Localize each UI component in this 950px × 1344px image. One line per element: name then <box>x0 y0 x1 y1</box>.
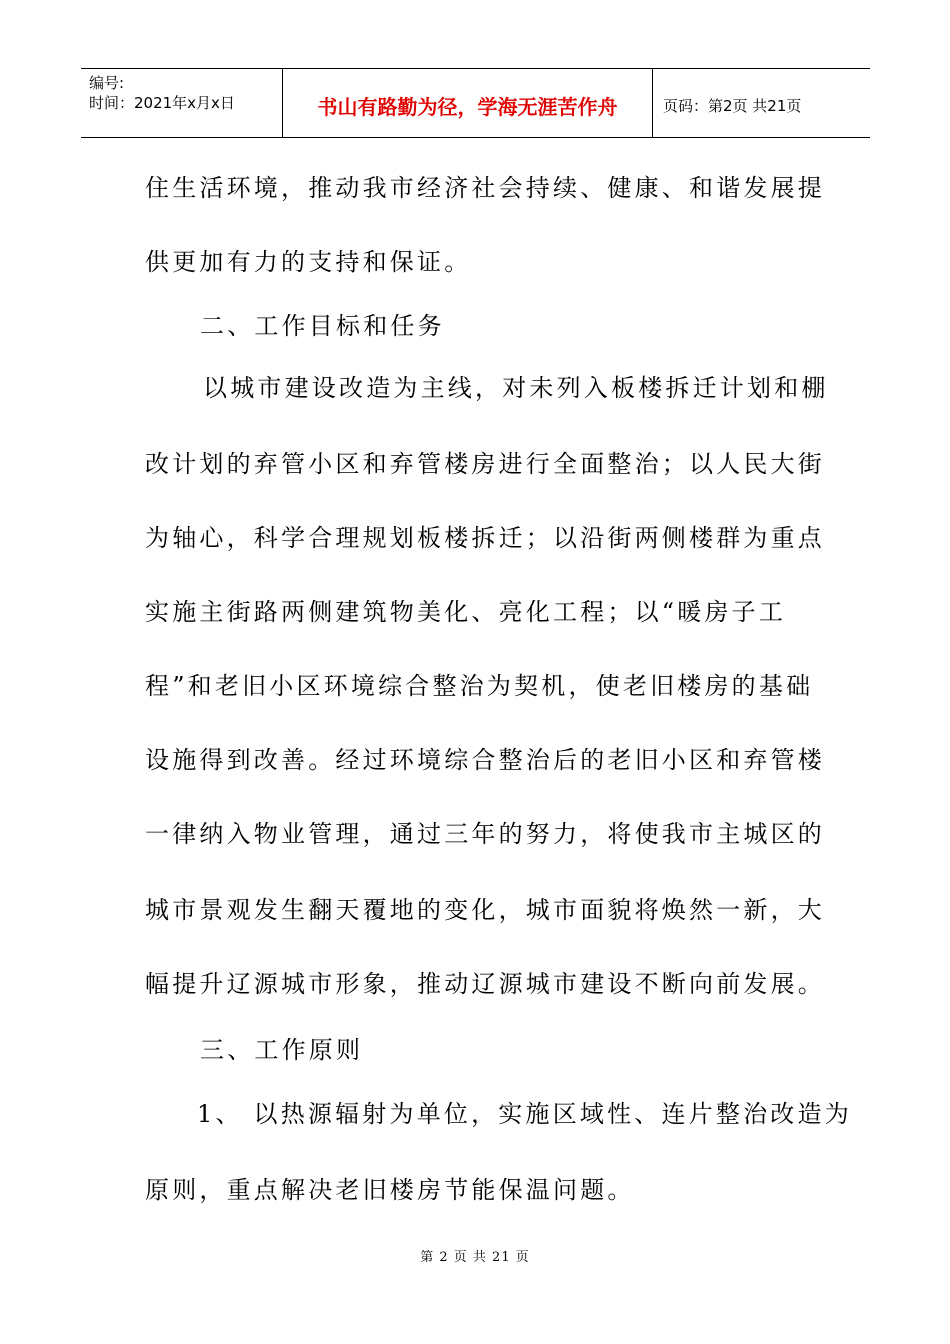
section-heading-principles: 三、工作原则 <box>200 1036 364 1064</box>
body-line: 为轴心，科学合理规划板楼拆迁；以沿街两侧楼群为重点 <box>145 524 825 552</box>
document-date: 时间：2021年x月x日 <box>89 94 235 112</box>
body-line: 城市景观发生翻天覆地的变化，城市面貌将焕然一新，大 <box>145 896 825 924</box>
body-line: 一律纳入物业管理，通过三年的努力，将使我市主城区的 <box>145 820 825 848</box>
body-line: 住生活环境，推动我市经济社会持续、健康、和谐发展提 <box>145 174 825 202</box>
header-motto-cell <box>283 69 653 137</box>
page-footer <box>0 1246 950 1265</box>
body-line: 幅提升辽源城市形象，推动辽源城市建设不断向前发展。 <box>145 970 825 998</box>
document-header <box>81 68 870 138</box>
body-line: 1、 以热源辐射为单位，实施区域性、连片整治改造为 <box>197 1100 852 1128</box>
document-number-label: 编号: <box>89 74 125 92</box>
header-meta-cell <box>81 69 283 137</box>
body-line: 原则，重点解决老旧楼房节能保温问题。 <box>145 1176 635 1204</box>
body-line: 供更加有力的支持和保证。 <box>145 248 472 276</box>
body-line: 实施主街路两侧建筑物美化、亮化工程；以“暖房子工 <box>145 598 787 626</box>
body-line: 以城市建设改造为主线，对未列入板楼拆迁计划和棚 <box>203 374 829 402</box>
body-line: 程”和老旧小区环境综合整治为契机，使老旧楼房的基础 <box>145 672 814 700</box>
section-heading-goals: 二、工作目标和任务 <box>200 312 445 340</box>
footer-page-number: 第 2 页 共 21 页 <box>420 1250 530 1265</box>
body-line: 设施得到改善。经过环境综合整治后的老旧小区和弃管楼 <box>145 746 825 774</box>
header-motto: 书山有路勤为径，学海无涯苦作舟 <box>317 94 618 119</box>
header-page-info: 页码：第2页 共21页 <box>663 96 802 115</box>
header-page-cell <box>653 69 870 137</box>
body-line: 改计划的弃管小区和弃管楼房进行全面整治；以人民大街 <box>145 450 825 478</box>
